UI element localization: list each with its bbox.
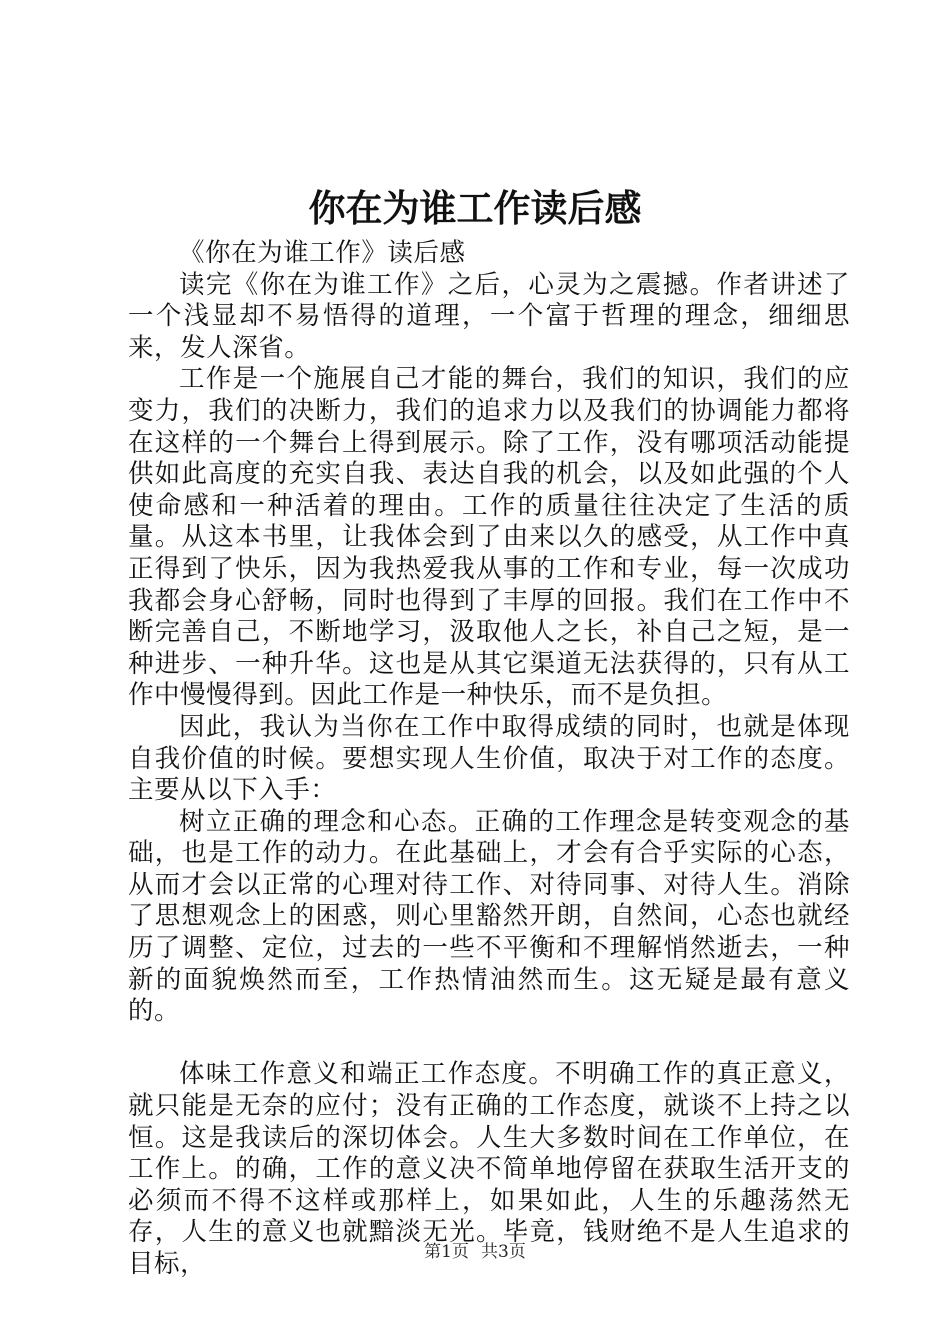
- paragraph-intro: 读完《你在为谁工作》之后，心灵为之震撼。作者讲述了一个浅显却不易悟得的道理，一个富于哲理的理念，细细思来，发人深省。: [128, 269, 850, 363]
- paragraph-subtitle: 《你在为谁工作》读后感: [179, 238, 466, 268]
- paragraph-work-stage: 工作是一个施展自己才能的舞台，我们的知识，我们的应变力，我们的决断力，我们的追求力以及我们的协调能力都将在这样的一个舞台上得到展示。除了工作，没有哪项活动能提供如此高度的充实自我、表达自我的机会，以及如此强的个人使命感和一种活着的理由。工作的质量往往决定了生活的质量。从这本书里，让我体会到了由来以久的感受，从工作中真正得到了快乐，因为我热爱我从事的工作和专业，每一次成功我都会身心舒畅，同时也得到了丰厚的回报。我们在工作中不断完善自己，不断地学习，汲取他人之长，补自己之短，是一种进步、一种升华。这也是从其它渠道无法获得的，只有从工作中慢慢得到。因此工作是一种快乐，而不是负担。: [128, 364, 850, 711]
- paragraph-mindset: 树立正确的理念和心态。正确的工作理念是转变观念的基础，也是工作的动力。在此基础上，才会有合乎实际的心态，从而才会以正常的心理对待工作、对待同事、对待人生。消除了思想观念上的困惑，则心里豁然开朗，自然间，心态也就经历了调整、定位，过去的一些不平衡和不理解悄然逝去，一种新的面貌焕然而至，工作热情油然而生。这无疑是最有意义的。: [128, 806, 850, 1027]
- paragraph-work-attitude: 体味工作意义和端正工作态度。不明确工作的真正意义，就只能是无奈的应付；没有正确的工作态度，就谈不上持之以恒。这是我读后的深切体会。人生大多数时间在工作单位，在工作上。的确，工作的意义决不简单地停留在获取生活开支的必须而不得不这样或那样上，如果如此，人生的乐趣荡然无存，人生的意义也就黯淡无光。毕竟，钱财绝不是人生追求的目标，: [128, 1059, 850, 1279]
- page-total: 共3页: [481, 1242, 526, 1262]
- paragraph-self-value: 因此，我认为当你在工作中取得成绩的同时，也就是体现自我价值的时候。要想实现人生价值，取决于对工作的态度。主要从以下入手：: [128, 711, 850, 806]
- page-footer: [0, 1240, 950, 1264]
- document-title: 你在为谁工作读后感: [308, 186, 642, 230]
- document-body: [128, 238, 850, 1281]
- page-number: 第1页: [424, 1242, 469, 1262]
